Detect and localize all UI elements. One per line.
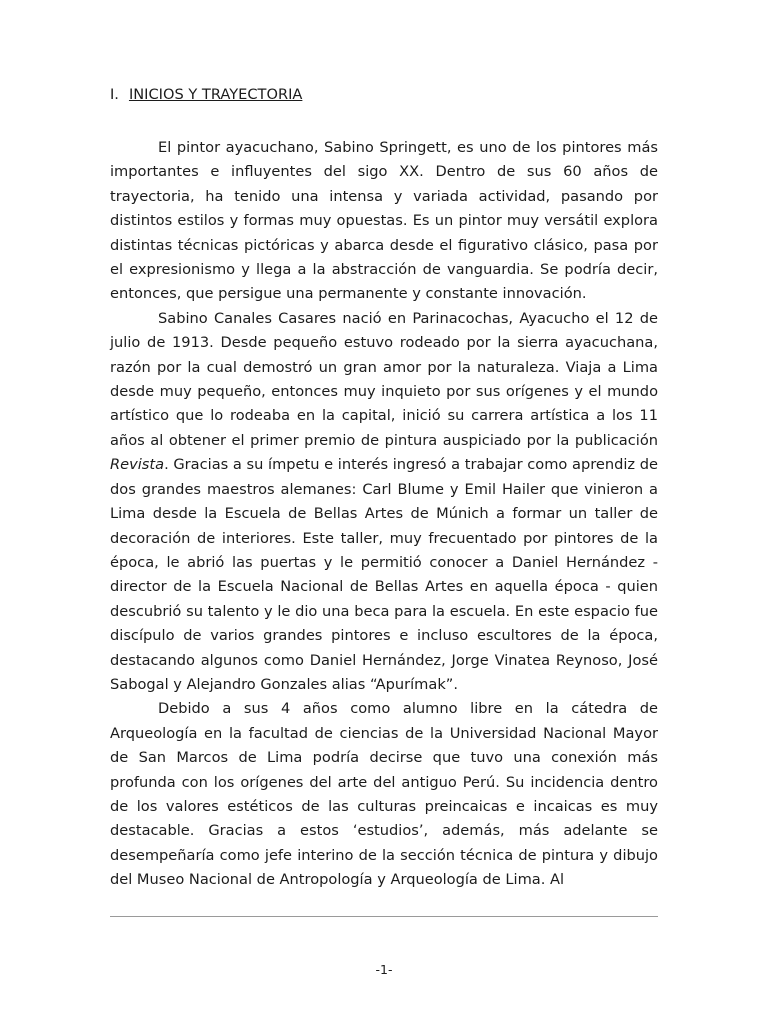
page-divider (110, 916, 658, 917)
paragraph-archaeology: Debido a sus 4 años como alumno libre en la cátedra de Arqueología en la facultad de ciencias de la Universidad Nacional Mayor de San Marcos de Lima podría decirse que tuvo una conexión más profunda con los orígenes del arte del antiguo Perú. Su incidencia dentro de los valores estéticos de las culturas preincaicas e incaicas es muy destacable. Gracias a estos ‘estudios’, además, más adelante se desempeñaría como jefe interino de la sección técnica de pintura y dibujo del Museo Nacional de Antropología y Arqueología de Lima. Al (110, 700, 658, 889)
paragraph-biography (110, 307, 658, 698)
paragraph-intro: El pintor ayacuchano, Sabino Springett, es uno de los pintores más importantes e influyentes del sigo XX. Dentro de sus 60 años de trayectoria, ha tenido una intensa y variada actividad, pasando por distintos estilos y formas muy opuestas. Es un pintor muy versátil explora distintas técnicas pictóricas y abarca desde el figurativo clásico, pasa por el expresionismo y llega a la abstracción de vanguardia. Se podría decir, entonces, que persigue una permanente y constante innovación. (110, 139, 658, 303)
publication-title: Revista (110, 456, 165, 474)
section-title: INICIOS Y TRAYECTORIA (128, 86, 303, 103)
section-number: I. (110, 86, 119, 103)
paragraph-biography-part2: . Gracias a su ímpetu e interés ingresó a trabajar como aprendiz de dos grandes maestros alemanes: Carl Blume y Emil Hailer que vinieron a Lima desde la Escuela de Bellas Artes de Múnich a formar un taller de decoración de interiores. Este taller, muy frecuentado por pintores de la época, le abrió las puertas y le permitió conocer a Daniel Hernández - director de la Escuela Nacional de Bellas Artes en aquella época - quien descubrió su talento y le dio una beca para la escuela. En este espacio fue discípulo de varios grandes pintores e incluso escultores de la época, destacando algunos como Daniel Hernández, Jorge Vinatea Reynoso, José Sabogal y Alejandro Gonzales alias “Apurímak”. (110, 456, 658, 693)
body-text (110, 136, 658, 889)
section-heading (110, 85, 302, 105)
page-number: -1- (375, 962, 393, 977)
paragraph-biography-part1: Sabino Canales Casares nació en Parinacochas, Ayacucho el 12 de julio de 1913. Desde pequeño estuvo rodeado por la sierra ayacuchana, razón por la cual demostró un gran amor por la naturaleza. Viaja a Lima desde muy pequeño, entonces muy inquieto por sus orígenes y el mundo artístico que lo rodeaba en la capital, inició su carrera artística a los 11 años al obtener el primer premio de pintura auspiciado por la publicación (110, 309, 658, 449)
